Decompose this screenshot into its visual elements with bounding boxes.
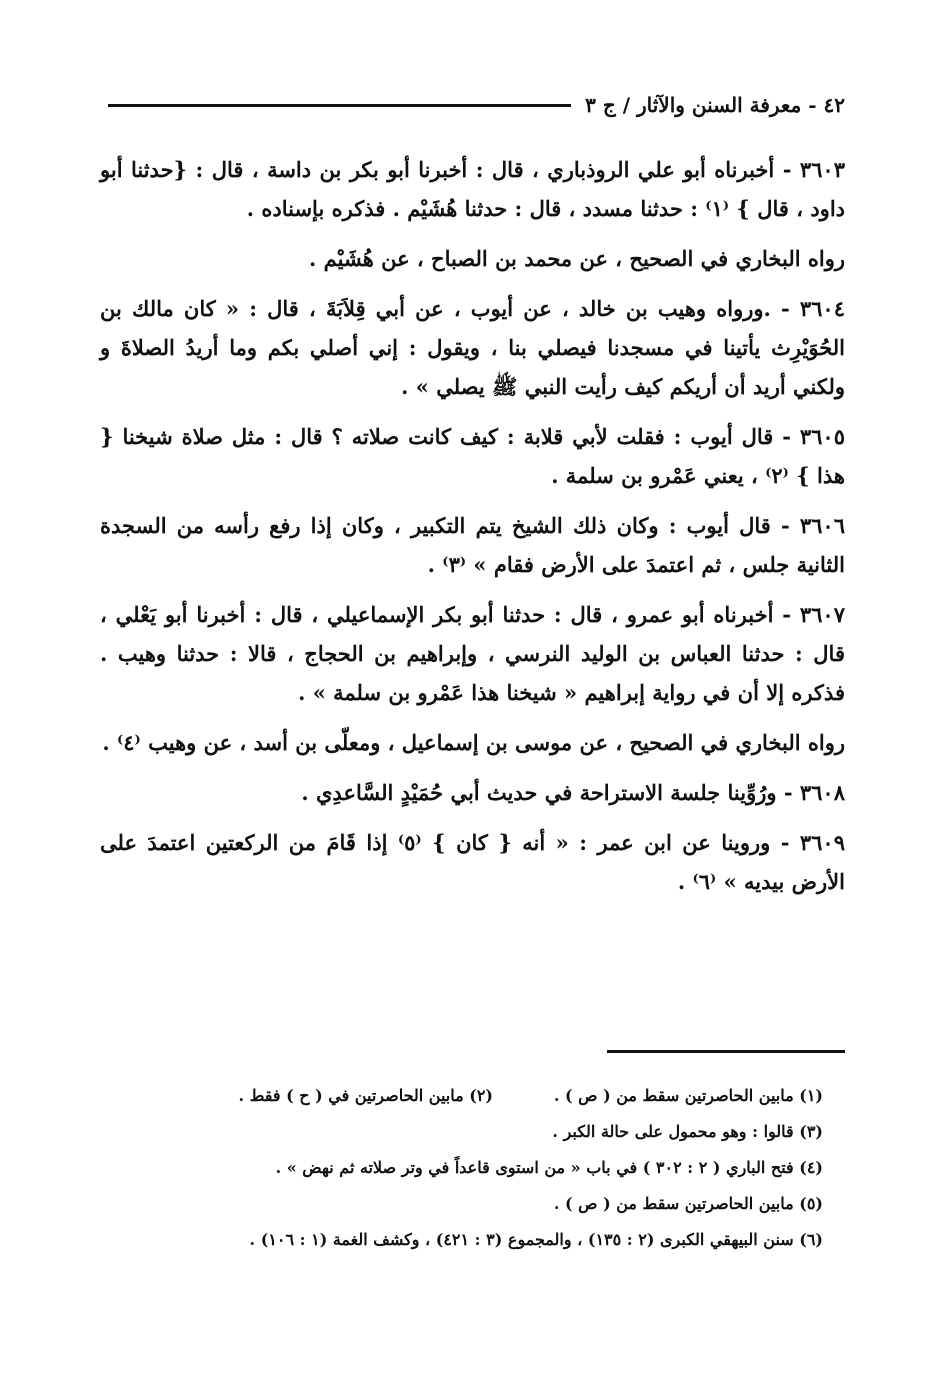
paragraph-3607: ٣٦٠٧ - أخبرناه أبو عمرو ، قال : حدثنا أبو بكر الإسماعيلي ، قال : أخبرنا أبو يَعْلي ، قال : حدثنا العباس بن الوليد النرسي ، وإبراهيم بن الحجاج ، قالا : حدثنا وهيب . فذكره إلا أن في رواية إبراهيم « شيخنا هذا عَمْرو بن سلمة » . [100,602,845,705]
footnote-row [103,1186,823,1222]
paragraph-3606: ٣٦٠٦ - قال أيوب : وكان ذلك الشيخ يتم التكبير ، وكان إذا رفع رأسه من السجدة الثانية جلس ، ثم اعتمدَ على الأرض فقام » ⁽٣⁾ . [100,513,845,577]
paragraph-3603: ٣٦٠٣ - أخبرناه أبو علي الروذباري ، قال : أخبرنا أبو بكر بن داسة ، قال : {حدثنا أبو داود ، قال } ⁽١⁾ : حدثنا مسدد ، قال : حدثنا هُشَيْم . فذكره بإسناده . [100,157,845,221]
paragraph-bukhari-1: رواه البخاري في الصحيح ، عن محمد بن الصباح ، عن هُشَيْم . [309,246,845,271]
paragraph-3604: ٣٦٠٤ - .ورواه وهيب بن خالد ، عن أيوب ، عن أبي قِلاَبَةَ ، قال : « كان مالك بن الحُوَيْرِث يأتينا في مسجدنا فيصلي بنا ، ويقول : إني أصلي بكم وما أريدُ الصلاةَ و ولكني أريد أن أريكم كيف رأيت النبي ﷺ يصلي » . [100,296,845,399]
page-header [108,88,845,122]
footnote-6: (٦) سنن البيهقي الكبرى (٢ : ١٣٥) ، والمجموع (٣ : ٤٢١) ، وكشف الغمة (١ : ١٠٦) . [249,1230,823,1249]
footnote-3: (٣) قالوا : وهو محمول على حالة الكبر . [552,1122,823,1141]
footnote-row [103,1222,823,1258]
footnote-row [103,1150,823,1186]
running-title: ٤٢ - معرفة السنن والآثار / ج ٣ [585,93,845,117]
paragraph-3608: ٣٦٠٨ - ورُوِّينا جلسة الاستراحة في حديث أبي حُمَيْدٍ السَّاعدِي . [301,780,845,805]
paragraph-3605: ٣٦٠٥ - قال أيوب : فقلت لأبي قلابة : كيف كانت صلاته ؟ قال : مثل صلاة شيخنا { هذا } ⁽٢⁾ ، يعني عَمْرو بن سلمة . [100,424,845,488]
footnote-separator [607,1050,845,1053]
footnotes [103,1078,823,1258]
footnote-row [103,1078,823,1114]
paragraph-3609: ٣٦٠٩ - وروينا عن ابن عمر : « أنه { كان } ⁽٥⁾ إذا قَامَ من الركعتين اعتمدَ على الأرض بيديه » ⁽٦⁾ . [100,830,845,894]
paragraph-bukhari-2: رواه البخاري في الصحيح ، عن موسى بن إسماعيل ، ومعلّى بن أسد ، عن وهيب ⁽٤⁾ . [102,730,845,755]
footnote-1: (١) مابين الحاصرتين سقط من ( ص ) . [553,1086,823,1105]
footnote-row [103,1114,823,1150]
main-text [100,150,845,912]
footnote-4: (٤) فتح الباري ( ٢ : ٣٠٢ ) في باب « من استوى قاعداً في وتر صلاته ثم نهض » . [275,1158,823,1177]
header-rule [108,104,571,107]
footnote-5: (٥) مابين الحاصرتين سقط من ( ص ) . [553,1194,823,1213]
footnote-2: (٢) مابين الحاصرتين في ( ح ) فقط . [238,1086,493,1105]
